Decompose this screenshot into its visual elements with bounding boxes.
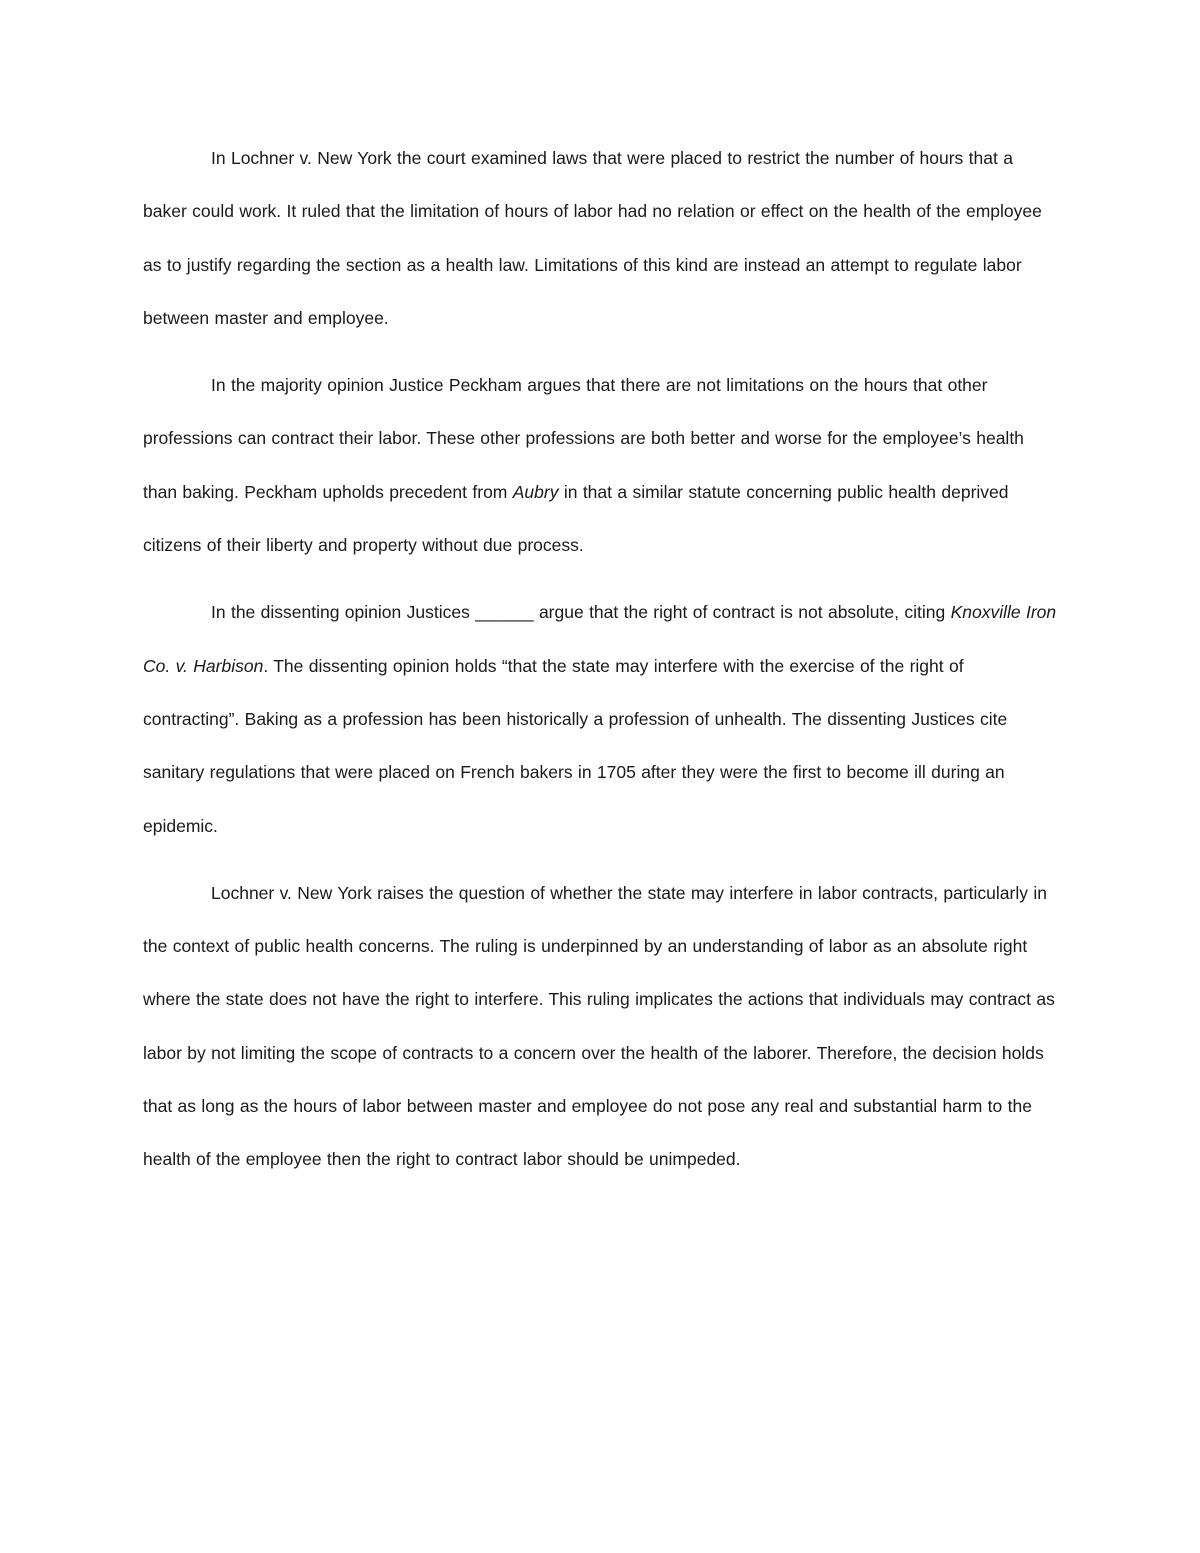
document-body bbox=[143, 132, 1058, 1187]
paragraph-2-text-b: in that a similar statute concerning public health deprived citizens of their liberty and property without due process. bbox=[143, 481, 1009, 556]
paragraph-3 bbox=[143, 586, 1058, 852]
paragraph-4-text: Lochner v. New York raises the question of whether the state may interfere in labor contracts, particularly in the context of public health concerns. The ruling is underpinned by an understanding of labor as an absolute right where the state does not have the right to interfere. This ruling implicates the actions that individuals may contract as labor by not limiting the scope of contracts to a concern over the health of the laborer. Therefore, the decision holds that as long as the hours of labor between master and employee do not pose any real and substantial harm to the health of the employee then the right to contract labor should be unimpeded. bbox=[143, 882, 1055, 1170]
paragraph-4 bbox=[143, 867, 1058, 1187]
paragraph-2 bbox=[143, 359, 1058, 572]
case-citation-knoxville: Knoxville Iron Co. v. Harbison bbox=[143, 602, 1057, 676]
paragraph-3-text-b: . The dissenting opinion holds “that the state may interfere with the exercise of the right of contracting”. Baking as a profession has been historically a profession of unhealth. The dissenting Justices cite sanitary regulations that were placed on French bakers in 1705 after they were the first to become ill during an epidemic. bbox=[143, 655, 1008, 836]
paragraph-1 bbox=[143, 132, 1058, 345]
case-citation-aubry: Aubry bbox=[512, 481, 559, 502]
paragraph-2-text-a: In the majority opinion Justice Peckham argues that there are not limitations on the hours that other professions can contract their labor. These other professions are both better and worse for the employee’s health than baking. Peckham upholds precedent from bbox=[143, 375, 1024, 502]
paragraph-1-text: In Lochner v. New York the court examined laws that were placed to restrict the number of hours that a baker could work. It ruled that the limitation of hours of labor had no relation or effect on the health of the employee as to justify regarding the section as a health law. Limitations of this kind are instead an attempt to regulate labor between master and employee. bbox=[143, 148, 1042, 328]
paragraph-3-text-a: In the dissenting opinion Justices ______ argue that the right of contract is not absolute, citing bbox=[211, 602, 951, 623]
